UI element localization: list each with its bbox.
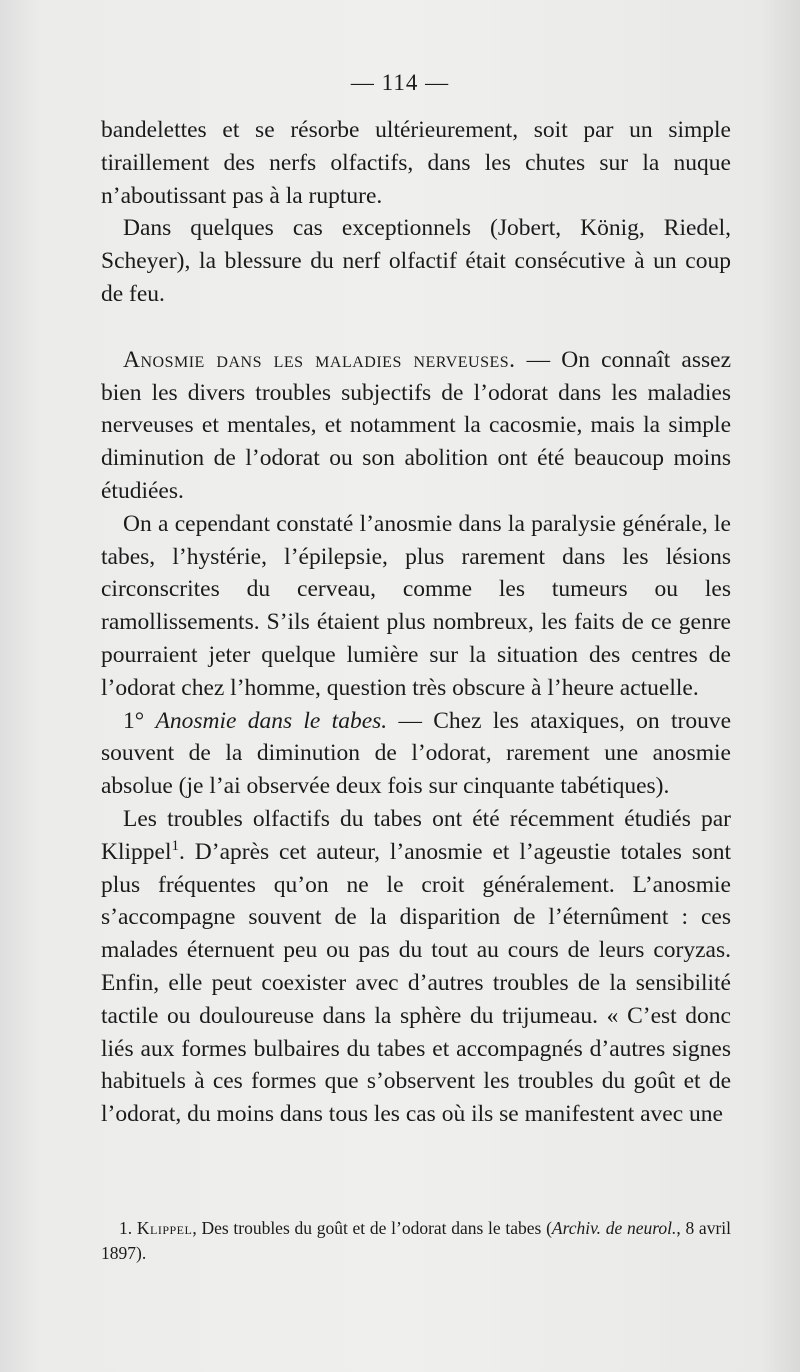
footnote-author: Klippel	[136, 1218, 193, 1238]
section-paragraph-anosmie	[101, 344, 731, 508]
subsection-heading: Anosmie dans le tabes.	[155, 707, 388, 734]
main-text	[101, 114, 731, 1131]
paragraph: bandelettes et se résorbe ultérieurement, soit par un simple tiraillement des nerfs olfactifs, dans les chutes sur la nuque n’aboutissant pas à la rupture.	[101, 117, 731, 209]
paragraph: On a cependant constaté l’anosmie dans la paralysie générale, le tabes, l’hystérie, l’épilepsie, plus rarement dans les lésions circonscrites du cerveau, comme les tumeurs ou les ramollissements. S’ils étaient plus nombreux, les faits de ce genre pourraient jeter quelque lumière sur la situation des centres de l’odorat chez l’homme, question très obscure à l’heure actuelle.	[101, 510, 731, 701]
paragraph-text: Les troubles olfactifs du tabes ont été récemment étudiés par Klippel	[101, 805, 731, 865]
footnote-text: , Des troubles du goût et de l’odorat dans le tabes (	[192, 1218, 552, 1238]
footnote-date: , 8 avril 1897).	[101, 1218, 731, 1263]
footnote-separator	[101, 1205, 221, 1206]
footnote	[101, 1216, 731, 1266]
paragraph-klippel	[101, 803, 731, 1131]
section-heading: Anosmie dans les maladies nerveuses.	[123, 346, 516, 373]
footnote-reference[interactable]: 1	[171, 837, 179, 854]
paragraph-text: . D’après cet auteur, l’anosmie et l’ageustie totales sont plus fréquentes qu’on ne le croit généralement. L’anosmie s’accompagne souvent de la disparition de l’éternûment : ces malades éternuent peu ou pas du tout au cours de leurs coryzas. Enfin, elle peut coexister avec d’autres troubles de la sensibilité tactile ou douloureuse dans la sphère du trijumeau. « C’est donc liés aux formes bulbaires du tabes et accompagnés d’autres signes habituels à ces formes que s’observent les troubles du goût et de l’odorat, du moins dans tous les cas où ils se manifestent avec une	[101, 838, 731, 1128]
footnote-marker: 1.	[119, 1218, 133, 1238]
paragraph: Dans quelques cas exceptionnels (Jobert, König, Riedel, Scheyer), la blessure du nerf olfactif était consécutive à un coup de feu.	[101, 215, 731, 307]
paragraph-text: — On connaît assez bien les divers troubles subjectifs de l’odorat dans les maladies nerveuses et mentales, et notamment la cacosmie, mais la simple diminution de l’odorat ou son abolition ont été beaucoup moins étudiées.	[101, 346, 731, 504]
paragraph-text: — Chez les ataxiques, on trouve souvent de la diminution de l’odorat, rarement une anosmie absolue (je l’ai observée deux fois sur cinquante tabétiques).	[101, 707, 732, 800]
subsection-paragraph-tabes	[101, 705, 731, 803]
subsection-number: 1°	[123, 707, 145, 734]
footnote-journal: Archiv. de neurol.	[551, 1218, 677, 1238]
page-number: — 114 —	[350, 70, 450, 95]
